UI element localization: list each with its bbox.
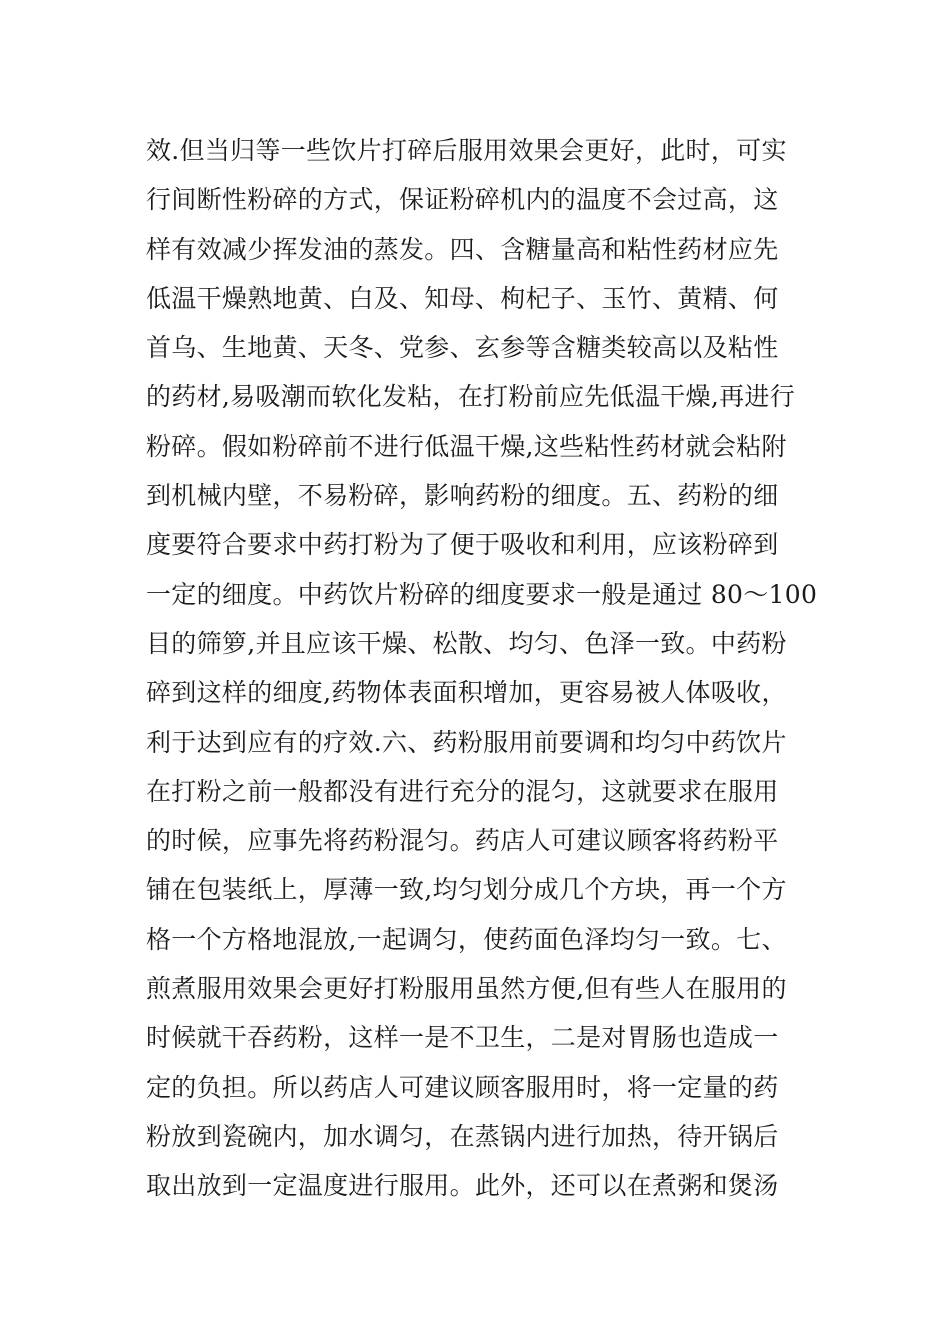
text-line-5: 首乌、生地黄、天冬、党参、玄参等含糖类较高以及粘性 <box>146 333 779 363</box>
text-line-18: 煎煮服用效果会更好打粉服用虽然方便,但有些人在服用的 <box>146 974 787 1004</box>
body-text <box>146 126 818 1211</box>
text-line-20: 定的负担。所以药店人可建议顾客服用时，将一定量的药 <box>146 1072 779 1102</box>
text-line-13: 利于达到应有的疗效.六、药粉服用前要调和均匀中药饮片 <box>146 727 787 757</box>
text-line-17: 格一个方格地混放,一起调匀，使药面色泽均匀一致。七、 <box>146 924 787 954</box>
text-line-22: 取出放到一定温度进行服用。此外，还可以在煮粥和煲汤 <box>146 1171 779 1201</box>
text-line-6: 的药材,易吸潮而软化发粘，在打粉前应先低温干燥,再进行 <box>146 382 795 412</box>
text-line-2: 行间断性粉碎的方式，保证粉碎机内的温度不会过高，这 <box>146 185 779 215</box>
text-line-11: 目的筛箩,并且应该干燥、松散、均匀、色泽一致。中药粉 <box>146 628 787 658</box>
text-line-3: 样有效减少挥发油的蒸发。四、含糖量高和粘性药材应先 <box>146 234 779 264</box>
text-line-8: 到机械内壁，不易粉碎，影响药粉的细度。五、药粉的细 <box>146 481 779 511</box>
text-line-14: 在打粉之前一般都没有进行充分的混匀，这就要求在服用 <box>146 776 779 806</box>
text-line-9: 度要符合要求中药打粉为了便于吸收和利用，应该粉碎到 <box>146 530 779 560</box>
text-line-19: 时候就干吞药粉，这样一是不卫生，二是对胃肠也造成一 <box>146 1023 779 1053</box>
text-line-16: 铺在包装纸上，厚薄一致,均匀划分成几个方块，再一个方 <box>146 875 787 905</box>
text-line-21: 粉放到瓷碗内，加水调匀，在蒸锅内进行加热，待开锅后 <box>146 1121 779 1151</box>
text-line-4: 低温干燥熟地黄、白及、知母、枸杞子、玉竹、黄精、何 <box>146 283 779 313</box>
text-line-12: 碎到这样的细度,药物体表面积增加，更容易被人体吸收， <box>146 678 787 708</box>
text-line-7: 粉碎。假如粉碎前不进行低温干燥,这些粘性药材就会粘附 <box>146 431 787 461</box>
text-line-10: 一定的细度。中药饮片粉碎的细度要求一般是通过 80～100 <box>146 579 818 609</box>
text-line-15: 的时候，应事先将药粉混匀。药店人可建议顾客将药粉平 <box>146 826 779 856</box>
text-line-1: 效.但当归等一些饮片打碎后服用效果会更好，此时，可实 <box>146 136 787 165</box>
